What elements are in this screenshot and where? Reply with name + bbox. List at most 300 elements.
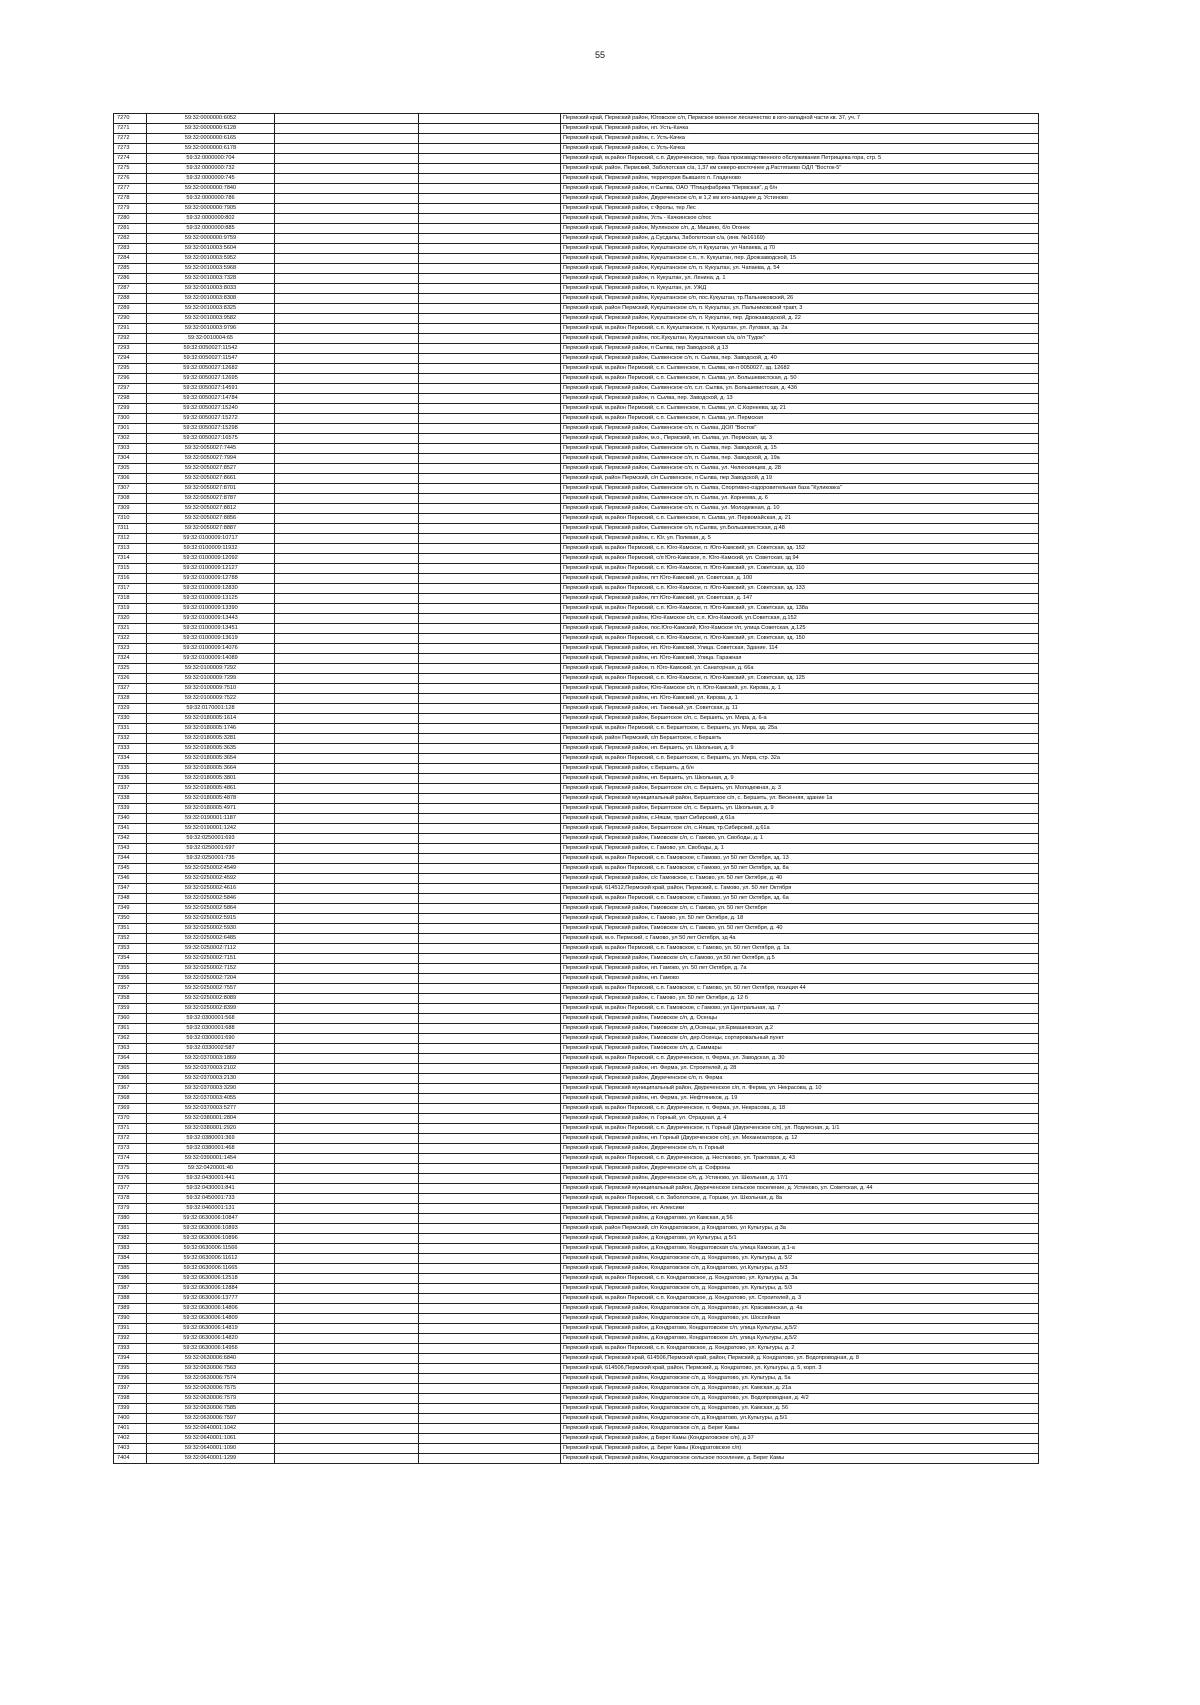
table-row bbox=[114, 1084, 1039, 1094]
empty-cell bbox=[275, 144, 419, 154]
address-cell: Пермский край, Пермский район, с. Усть-Качка bbox=[561, 144, 1039, 154]
address-cell: Пермский край, Пермский район, Бершетское с/п, с. Бершеть, ул. Молодежная, д. 3 bbox=[561, 784, 1039, 794]
empty-cell bbox=[275, 554, 419, 564]
empty-cell bbox=[275, 734, 419, 744]
table-row bbox=[114, 1064, 1039, 1074]
empty-cell bbox=[419, 1164, 561, 1174]
table-row bbox=[114, 914, 1039, 924]
empty-cell bbox=[419, 454, 561, 464]
empty-cell bbox=[419, 534, 561, 544]
empty-cell bbox=[419, 954, 561, 964]
cadastral-number-cell: 59:32:0640001:1042 bbox=[147, 1424, 275, 1434]
address-cell: Пермский край, м.район Пермский, с.п. Юго-Камское, п. Юго-Камский, ул. Советская, зд. 152 bbox=[561, 544, 1039, 554]
empty-cell bbox=[275, 784, 419, 794]
address-cell: Пермский край, 614506,Пермский край, район, Пермский, д. Кондратово, ул. Культуры, д. 5, корп. 3 bbox=[561, 1364, 1039, 1374]
address-cell: Пермский край, Пермский район, д.Кондратово, Кондратовское с/п, улица Культуры, д.5/2 bbox=[561, 1324, 1039, 1334]
row-number-cell: 7293 bbox=[114, 344, 147, 354]
row-number-cell: 7275 bbox=[114, 164, 147, 174]
empty-cell bbox=[275, 174, 419, 184]
cadastral-number-cell: 59:32:0050027:16575 bbox=[147, 434, 275, 444]
address-cell: Пермский край, Пермский район, территория Бывшего п. Гладеново bbox=[561, 174, 1039, 184]
address-cell: Пермский край, Пермский район, Сылвенское с/п, п. Сылва, пер. Заводской, д. 15 bbox=[561, 444, 1039, 454]
table-row bbox=[114, 1034, 1039, 1044]
table-row bbox=[114, 624, 1039, 634]
table-row bbox=[114, 264, 1039, 274]
cadastral-number-cell: 59:32:0180005:4861 bbox=[147, 784, 275, 794]
cadastral-number-cell: 59:32:0100009:10717 bbox=[147, 534, 275, 544]
empty-cell bbox=[419, 1004, 561, 1014]
empty-cell bbox=[275, 1144, 419, 1154]
row-number-cell: 7298 bbox=[114, 394, 147, 404]
cadastral-number-cell: 59:32:0250002:7152 bbox=[147, 964, 275, 974]
cadastral-number-cell: 59:32:0370003:5277 bbox=[147, 1104, 275, 1114]
empty-cell bbox=[419, 404, 561, 414]
table-row bbox=[114, 1414, 1039, 1424]
table-row bbox=[114, 1104, 1039, 1114]
table-row bbox=[114, 314, 1039, 324]
address-cell: Пермский край, Пермский район, Сылвенское с/п, п. Сылва, ДОЛ "Восток" bbox=[561, 424, 1039, 434]
address-cell: Пермский край, Пермский район, нп. Юго-Камский, ул. Кирова, д. 1 bbox=[561, 694, 1039, 704]
empty-cell bbox=[275, 234, 419, 244]
table-row bbox=[114, 364, 1039, 374]
row-number-cell: 7284 bbox=[114, 254, 147, 264]
empty-cell bbox=[419, 964, 561, 974]
row-number-cell: 7359 bbox=[114, 1004, 147, 1014]
cadastral-number-cell: 59:32:0000000:732 bbox=[147, 164, 275, 174]
empty-cell bbox=[419, 684, 561, 694]
empty-cell bbox=[275, 1274, 419, 1284]
empty-cell bbox=[419, 904, 561, 914]
table-row bbox=[114, 724, 1039, 734]
row-number-cell: 7386 bbox=[114, 1274, 147, 1284]
cadastral-number-cell: 59:32:0050027:7994 bbox=[147, 454, 275, 464]
row-number-cell: 7300 bbox=[114, 414, 147, 424]
empty-cell bbox=[419, 774, 561, 784]
table-row bbox=[114, 1314, 1039, 1324]
address-cell: Пермский край, м.район Пермский, с.п. Сылвенское, п. Сылва, кв-л 0050027, зд. 12682 bbox=[561, 364, 1039, 374]
table-row bbox=[114, 284, 1039, 294]
address-cell: Пермский край, м.район Пермский, с.п. Двуреченское, п. Ферма, ул. Заводская, д. 30 bbox=[561, 1054, 1039, 1064]
empty-cell bbox=[275, 1424, 419, 1434]
table-row bbox=[114, 294, 1039, 304]
empty-cell bbox=[275, 184, 419, 194]
cadastral-number-cell: 59:32:0050027:12695 bbox=[147, 374, 275, 384]
empty-cell bbox=[275, 854, 419, 864]
address-cell: Пермский край, Пермский район, нп. Юго-Камский, Улица. Гаражная bbox=[561, 654, 1039, 664]
table-row bbox=[114, 1254, 1039, 1264]
cadastral-number-cell: 59:32:0050027:11547 bbox=[147, 354, 275, 364]
table-row bbox=[114, 824, 1039, 834]
table-row bbox=[114, 714, 1039, 724]
row-number-cell: 7387 bbox=[114, 1284, 147, 1294]
empty-cell bbox=[419, 444, 561, 454]
address-cell: Пермский край, м.район Пермский, с.п. Сылвенское, п. Сылва, ул. Первомайская, д. 21 bbox=[561, 514, 1039, 524]
empty-cell bbox=[275, 1174, 419, 1184]
cadastral-number-cell: 59:32:0250002:7557 bbox=[147, 984, 275, 994]
empty-cell bbox=[275, 214, 419, 224]
table-row bbox=[114, 1174, 1039, 1184]
cadastral-number-cell: 59:32:0010003:8325 bbox=[147, 304, 275, 314]
empty-cell bbox=[419, 654, 561, 664]
empty-cell bbox=[275, 134, 419, 144]
empty-cell bbox=[275, 1004, 419, 1014]
address-cell: Пермский край, Пермский район, Кондратовское с/п, д. Кондратово, ул. Красавинская, д. 4а bbox=[561, 1304, 1039, 1314]
empty-cell bbox=[275, 284, 419, 294]
table-row bbox=[114, 584, 1039, 594]
row-number-cell: 7303 bbox=[114, 444, 147, 454]
table-row bbox=[114, 894, 1039, 904]
row-number-cell: 7295 bbox=[114, 364, 147, 374]
empty-cell bbox=[275, 1124, 419, 1134]
empty-cell bbox=[275, 814, 419, 824]
row-number-cell: 7280 bbox=[114, 214, 147, 224]
table-row bbox=[114, 254, 1039, 264]
cadastral-number-cell: 59:32:0050027:7445 bbox=[147, 444, 275, 454]
address-cell: Пермский край, район Пермский, с/п Сылвенское, п Сылва, пер Заводской, д 19 bbox=[561, 474, 1039, 484]
address-cell: Пермский край, Пермский район, Кондратовское с/п, д. Кондратово, ул. Водопроводная, д. 4/2 bbox=[561, 1394, 1039, 1404]
empty-cell bbox=[419, 1364, 561, 1374]
empty-cell bbox=[275, 1334, 419, 1344]
table-row bbox=[114, 1344, 1039, 1354]
empty-cell bbox=[275, 444, 419, 454]
empty-cell bbox=[419, 704, 561, 714]
empty-cell bbox=[275, 534, 419, 544]
address-cell: Пермский край, Пермский район, п Сылва, ОАО "Птицефабрика "Пермская", д б/н bbox=[561, 184, 1039, 194]
empty-cell bbox=[419, 1304, 561, 1314]
row-number-cell: 7301 bbox=[114, 424, 147, 434]
cadastral-number-cell: 59:32:0000000:6165 bbox=[147, 134, 275, 144]
empty-cell bbox=[275, 1014, 419, 1024]
empty-cell bbox=[275, 994, 419, 1004]
row-number-cell: 7355 bbox=[114, 964, 147, 974]
row-number-cell: 7337 bbox=[114, 784, 147, 794]
table-row bbox=[114, 884, 1039, 894]
table-row bbox=[114, 854, 1039, 864]
empty-cell bbox=[419, 1344, 561, 1354]
empty-cell bbox=[275, 1314, 419, 1324]
row-number-cell: 7365 bbox=[114, 1064, 147, 1074]
row-number-cell: 7402 bbox=[114, 1434, 147, 1444]
empty-cell bbox=[419, 1224, 561, 1234]
table-row bbox=[114, 484, 1039, 494]
empty-cell bbox=[419, 614, 561, 624]
row-number-cell: 7339 bbox=[114, 804, 147, 814]
cadastral-number-cell: 59:32:0180005:3654 bbox=[147, 754, 275, 764]
table-row bbox=[114, 1324, 1039, 1334]
empty-cell bbox=[419, 274, 561, 284]
table-row bbox=[114, 1354, 1039, 1364]
row-number-cell: 7329 bbox=[114, 704, 147, 714]
table-row bbox=[114, 934, 1039, 944]
empty-cell bbox=[419, 124, 561, 134]
empty-cell bbox=[419, 524, 561, 534]
address-cell: Пермский край, Пермский район, Сылвенское с/п, п. Сылва, пер. Заводской, д. 40 bbox=[561, 354, 1039, 364]
empty-cell bbox=[275, 1384, 419, 1394]
empty-cell bbox=[275, 1074, 419, 1084]
cadastral-number-cell: 59:32:0000000:704 bbox=[147, 154, 275, 164]
address-cell: Пермский край, Пермский район, Сылвенское с/п, п. Сылва, пер. Заводской, д. 19а bbox=[561, 454, 1039, 464]
address-cell: Пермский край, м.район Пермский, с.п. Бершетское, с. Бершеть, ул. Мира, зд. 25а bbox=[561, 724, 1039, 734]
cadastral-number-cell: 59:32:0250002:7204 bbox=[147, 974, 275, 984]
empty-cell bbox=[275, 1044, 419, 1054]
row-number-cell: 7362 bbox=[114, 1034, 147, 1044]
empty-cell bbox=[419, 1244, 561, 1254]
address-cell: Пермский край, Пермский район, Кондратовское с/п, д. Кондратово, ул. Культуры, д. 5/3 bbox=[561, 1284, 1039, 1294]
empty-cell bbox=[275, 424, 419, 434]
table-row bbox=[114, 954, 1039, 964]
cadastral-number-cell: 59:32:0050027:8661 bbox=[147, 474, 275, 484]
cadastral-number-cell: 59:32:0250002:7112 bbox=[147, 944, 275, 954]
empty-cell bbox=[419, 154, 561, 164]
table-row bbox=[114, 1304, 1039, 1314]
row-number-cell: 7341 bbox=[114, 824, 147, 834]
row-number-cell: 7348 bbox=[114, 894, 147, 904]
address-cell: Пермский край, Пермский район, Гамовское с/п, с. Гамово, ул. 50 лет Октября bbox=[561, 904, 1039, 914]
table-row bbox=[114, 514, 1039, 524]
empty-cell bbox=[419, 634, 561, 644]
row-number-cell: 7307 bbox=[114, 484, 147, 494]
table-row bbox=[114, 1234, 1039, 1244]
empty-cell bbox=[275, 1304, 419, 1314]
table-row bbox=[114, 404, 1039, 414]
cadastral-number-cell: 59:32:0050027:11542 bbox=[147, 344, 275, 354]
empty-cell bbox=[419, 694, 561, 704]
table-row bbox=[114, 534, 1039, 544]
address-cell: Пермский край, Пермский район, д.Кондратово, Кондратовское с/п, улица Культуры, д.5/2 bbox=[561, 1334, 1039, 1344]
address-cell: Пермский край, м.район Пермский, с/п Юго-Камское, п. Юго-Камский, ул. Советская, зд 94 bbox=[561, 554, 1039, 564]
empty-cell bbox=[275, 304, 419, 314]
table-row bbox=[114, 1074, 1039, 1084]
address-cell: Пермский край, м.район Пермский, с.п. Заболотское, д. Горшки, ул. Школьная, д. 8а bbox=[561, 1194, 1039, 1204]
table-row bbox=[114, 114, 1039, 124]
cadastral-number-cell: 59:32:0630006:7575 bbox=[147, 1384, 275, 1394]
empty-cell bbox=[419, 714, 561, 724]
cadastral-number-cell: 59:32:0180005:1746 bbox=[147, 724, 275, 734]
empty-cell bbox=[275, 1404, 419, 1414]
row-number-cell: 7305 bbox=[114, 464, 147, 474]
row-number-cell: 7378 bbox=[114, 1194, 147, 1204]
table-row bbox=[114, 454, 1039, 464]
table-row bbox=[114, 504, 1039, 514]
empty-cell bbox=[419, 1044, 561, 1054]
row-number-cell: 7401 bbox=[114, 1424, 147, 1434]
cadastral-number-cell: 59:32:0050027:8812 bbox=[147, 504, 275, 514]
empty-cell bbox=[419, 494, 561, 504]
empty-cell bbox=[419, 204, 561, 214]
cadastral-number-cell: 59:32:0630006:14809 bbox=[147, 1314, 275, 1324]
table-row bbox=[114, 1194, 1039, 1204]
cadastral-number-cell: 59:32:0100009:12788 bbox=[147, 574, 275, 584]
address-cell: Пермский край, Пермский район, нп. Бершеть, ул. Школьная, д. 9 bbox=[561, 774, 1039, 784]
cadastral-number-cell: 59:32:0250001:693 bbox=[147, 834, 275, 844]
row-number-cell: 7286 bbox=[114, 274, 147, 284]
address-cell: Пермский край, Пермский район, Двуреченское с/п, д. Софроны bbox=[561, 1164, 1039, 1174]
row-number-cell: 7377 bbox=[114, 1184, 147, 1194]
cadastral-number-cell: 59:32:0100009:13443 bbox=[147, 614, 275, 624]
empty-cell bbox=[275, 594, 419, 604]
address-cell: Пермский край, Пермский район, Гамовское с/п, с. Гамово, ул. 50 лет Октября, д. 40 bbox=[561, 924, 1039, 934]
table-row bbox=[114, 554, 1039, 564]
empty-cell bbox=[419, 874, 561, 884]
empty-cell bbox=[419, 1124, 561, 1134]
cadastral-number-cell: 59:32:0250002:5864 bbox=[147, 904, 275, 914]
empty-cell bbox=[275, 394, 419, 404]
table-row bbox=[114, 564, 1039, 574]
address-cell: Пермский край, м.район Пермский, с.п. Сылвенское, п. Сылва, ул. Пермская bbox=[561, 414, 1039, 424]
address-cell: Пермский край, Пермский район, с Бершеть, д б/н bbox=[561, 764, 1039, 774]
empty-cell bbox=[419, 1284, 561, 1294]
table-row bbox=[114, 164, 1039, 174]
table-row bbox=[114, 154, 1039, 164]
table-row bbox=[114, 474, 1039, 484]
address-cell: Пермский край, Пермский район, с/с Гамовское, с. Гамово, ул. 50 лет Октября, д. 40 bbox=[561, 874, 1039, 884]
empty-cell bbox=[275, 1184, 419, 1194]
row-number-cell: 7288 bbox=[114, 294, 147, 304]
cadastral-number-cell: 59:32:0250002:5930 bbox=[147, 924, 275, 934]
empty-cell bbox=[419, 1234, 561, 1244]
address-cell: Пермский край, Пермский район, Бершетское с/п, с. Бершеть, ул. Школьная, д. 9 bbox=[561, 804, 1039, 814]
cadastral-number-cell: 59:32:0100009:13390 bbox=[147, 604, 275, 614]
empty-cell bbox=[419, 474, 561, 484]
row-number-cell: 7400 bbox=[114, 1414, 147, 1424]
cadastral-number-cell: 59:32:0180005:3635 bbox=[147, 744, 275, 754]
empty-cell bbox=[419, 1154, 561, 1164]
empty-cell bbox=[275, 1394, 419, 1404]
cadastral-number-cell: 59:32:0190001:1187 bbox=[147, 814, 275, 824]
address-cell: Пермский край, м.район Пермский, с.п. Юго-Камское, п. Юго-Камский, ул. Советская, зд. 138а bbox=[561, 604, 1039, 614]
cadastral-number-cell: 59:32:0630006:14806 bbox=[147, 1304, 275, 1314]
empty-cell bbox=[419, 1424, 561, 1434]
table-row bbox=[114, 924, 1039, 934]
row-number-cell: 7292 bbox=[114, 334, 147, 344]
row-number-cell: 7346 bbox=[114, 874, 147, 884]
row-number-cell: 7369 bbox=[114, 1104, 147, 1114]
address-cell: Пермский край, м.район Пермский, с.п. Юго-Камское, п. Юго-Камский, ул. Советская, зд. 150 bbox=[561, 634, 1039, 644]
row-number-cell: 7392 bbox=[114, 1334, 147, 1344]
address-cell: Пермский край, Пермский район, Гамовское с/п, д. Осенцы bbox=[561, 1014, 1039, 1024]
empty-cell bbox=[419, 674, 561, 684]
table-row bbox=[114, 1374, 1039, 1384]
table-row bbox=[114, 354, 1039, 364]
empty-cell bbox=[275, 904, 419, 914]
empty-cell bbox=[419, 344, 561, 354]
address-cell: Пермский край, Пермский район, Кукуштанское с/п, п Кукуштан, ул Чапаева, д 70 bbox=[561, 244, 1039, 254]
table-row bbox=[114, 194, 1039, 204]
table-row bbox=[114, 764, 1039, 774]
empty-cell bbox=[275, 804, 419, 814]
empty-cell bbox=[419, 184, 561, 194]
empty-cell bbox=[275, 944, 419, 954]
empty-cell bbox=[275, 684, 419, 694]
row-number-cell: 7344 bbox=[114, 854, 147, 864]
cadastral-number-cell: 59:32:0000000:9759 bbox=[147, 234, 275, 244]
table-row bbox=[114, 864, 1039, 874]
empty-cell bbox=[419, 1414, 561, 1424]
address-cell: Пермский край, м.район Пермский, с.п. Гамовское, с Гамово, ул 50 лет Октября, зд. 8а bbox=[561, 864, 1039, 874]
cadastral-number-cell: 59:32:0100009:13619 bbox=[147, 634, 275, 644]
cadastral-number-cell: 59:32:0100009:13125 bbox=[147, 594, 275, 604]
empty-cell bbox=[419, 1034, 561, 1044]
property-table bbox=[113, 113, 1039, 1464]
cadastral-number-cell: 59:32:0250002:4549 bbox=[147, 864, 275, 874]
empty-cell bbox=[419, 314, 561, 324]
row-number-cell: 7274 bbox=[114, 154, 147, 164]
address-cell: Пермский край, м.район Пермский, с.п. Кондратовское, д. Кондратово, ул. Строителей, д. 3 bbox=[561, 1294, 1039, 1304]
empty-cell bbox=[275, 844, 419, 854]
cadastral-number-cell: 59:32:0630006:11665 bbox=[147, 1264, 275, 1274]
table-row bbox=[114, 204, 1039, 214]
cadastral-number-cell: 59:32:0050027:14591 bbox=[147, 384, 275, 394]
empty-cell bbox=[275, 924, 419, 934]
empty-cell bbox=[275, 494, 419, 504]
empty-cell bbox=[275, 574, 419, 584]
address-cell: Пермский край, Пермский район, Сылвенское с/п, с.п. Сылва, ул. Большевистская, д. 43б bbox=[561, 384, 1039, 394]
address-cell: Пермский край, Пермский район, Гамовское с/п, с. Гамово, ул. Свободы, д. 1 bbox=[561, 834, 1039, 844]
table-row bbox=[114, 654, 1039, 664]
cadastral-number-cell: 59:32:0630006:11612 bbox=[147, 1254, 275, 1264]
table-row bbox=[114, 674, 1039, 684]
address-cell: Пермский край, Пермский район, Кондратовское с/п, д. Кондратово, ул. Камская, д. 56 bbox=[561, 1404, 1039, 1414]
address-cell: Пермский край, Пермский район, п. Кукуштан, ул. УЖД bbox=[561, 284, 1039, 294]
cadastral-number-cell: 59:32:0370003:3290 bbox=[147, 1084, 275, 1094]
cadastral-number-cell: 59:32:0630006:14956 bbox=[147, 1344, 275, 1354]
empty-cell bbox=[419, 1404, 561, 1414]
table-row bbox=[114, 174, 1039, 184]
table-row bbox=[114, 544, 1039, 554]
empty-cell bbox=[419, 1204, 561, 1214]
empty-cell bbox=[275, 1164, 419, 1174]
empty-cell bbox=[419, 864, 561, 874]
row-number-cell: 7338 bbox=[114, 794, 147, 804]
table-row bbox=[114, 304, 1039, 314]
empty-cell bbox=[275, 1154, 419, 1164]
row-number-cell: 7373 bbox=[114, 1144, 147, 1154]
empty-cell bbox=[275, 1024, 419, 1034]
address-cell: Пермский край, м.район Пермский, с.п. Двуреченское, п. Горный (Двуреченское с/п), ул. Подлесная, д. 1/1 bbox=[561, 1124, 1039, 1134]
row-number-cell: 7357 bbox=[114, 984, 147, 994]
empty-cell bbox=[275, 264, 419, 274]
cadastral-number-cell: 59:32:0100009:7299 bbox=[147, 674, 275, 684]
empty-cell bbox=[419, 1104, 561, 1114]
empty-cell bbox=[419, 1294, 561, 1304]
empty-cell bbox=[275, 474, 419, 484]
table-row bbox=[114, 814, 1039, 824]
cadastral-number-cell: 59:32:0100009:7522 bbox=[147, 694, 275, 704]
address-cell: Пермский край, Пермский район, п. Юго-Камский, ул. Санаторная, д. 66а bbox=[561, 664, 1039, 674]
table-row bbox=[114, 1014, 1039, 1024]
empty-cell bbox=[275, 204, 419, 214]
address-cell: Пермский край, м.район Пермский, с.п. Гамовское, с Гамово, ул 50 лет Октября, зд. 13 bbox=[561, 854, 1039, 864]
address-cell: Пермский край, Пермский район, с. Усть-Качка bbox=[561, 134, 1039, 144]
address-cell: Пермский край, Пермский район, нп. Гамово bbox=[561, 974, 1039, 984]
cadastral-number-cell: 59:32:0460001:131 bbox=[147, 1204, 275, 1214]
empty-cell bbox=[275, 1354, 419, 1364]
table-row bbox=[114, 574, 1039, 584]
empty-cell bbox=[275, 524, 419, 534]
cadastral-number-cell: 59:32:0300001:568 bbox=[147, 1014, 275, 1024]
empty-cell bbox=[275, 114, 419, 124]
row-number-cell: 7287 bbox=[114, 284, 147, 294]
row-number-cell: 7342 bbox=[114, 834, 147, 844]
row-number-cell: 7347 bbox=[114, 884, 147, 894]
empty-cell bbox=[275, 194, 419, 204]
row-number-cell: 7297 bbox=[114, 384, 147, 394]
empty-cell bbox=[419, 1084, 561, 1094]
address-cell: Пермский край, Пермский район, Кондратовское с/п, д. Кондратово, ул. Камская, д. 21а bbox=[561, 1384, 1039, 1394]
table-row bbox=[114, 744, 1039, 754]
row-number-cell: 7291 bbox=[114, 324, 147, 334]
cadastral-number-cell: 59:32:0100009:7510 bbox=[147, 684, 275, 694]
